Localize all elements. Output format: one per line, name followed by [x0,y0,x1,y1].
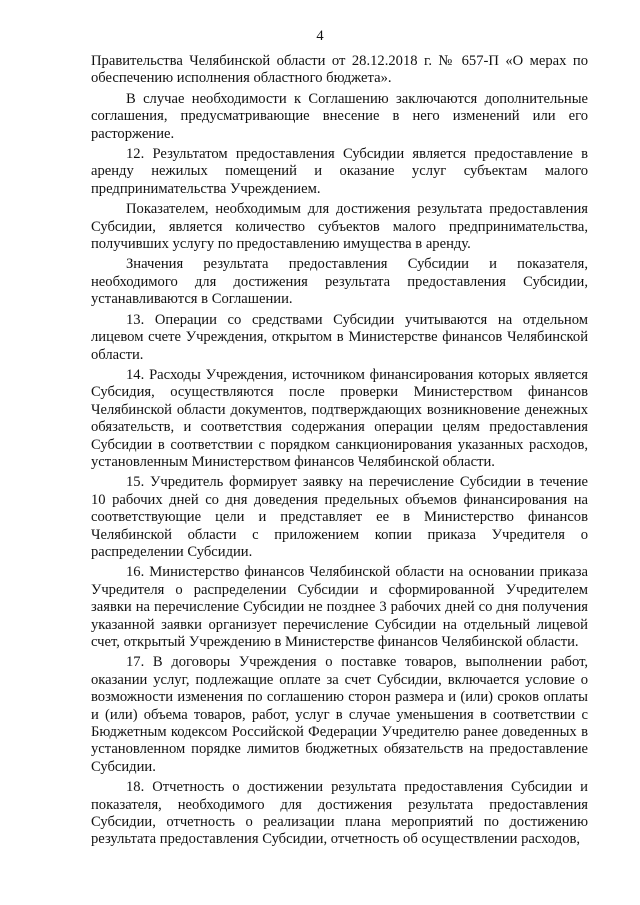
paragraph-17-contracts: 17. В договоры Учреждения о поставке товаров, выполнении работ, оказании услуг, подлежащие оплате за счет Субсидии, включается условие о возможности изменения по соглашению сторон размера и (или) сроков оплаты и (или) объема товаров, работ, услуг в случае уменьшения в соответствии с Бюджетным кодексом Российской Федерации Учредителю ранее доведенных в установленном порядке лимитов бюджетных обязательств на предоставление Субсидии. [91,654,588,775]
paragraph-18-reporting: 18. Отчетность о достижении результата предоставления Субсидии и показателя, необходимого для достижения результата предоставления Субсидии, отчетность о реализации плана мероприятий по достижению результата предоставления Субсидии, отчетность об осуществлении расходов, [91,779,588,848]
paragraph-13-operations: 13. Операции со средствами Субсидии учитываются на отдельном лицевом счете Учреждения, открытом в Министерстве финансов Челябинской области. [91,311,588,363]
paragraph-indicator: Показателем, необходимым для достижения результата предоставления Субсидии, является количество субъектов малого предпринимательства, получивших услугу по предоставлению имущества в аренду. [91,201,588,253]
document-body [91,53,588,852]
paragraph-values-in-agreement: Значения результата предоставления Субсидии и показателя, необходимого для достижения результата предоставления Субсидии, устанавливаются в Соглашении. [91,256,588,308]
paragraph-16-ministry: 16. Министерство финансов Челябинской области на основании приказа Учредителя о распределении Субсидии и сформированной Учредителем заявки на перечисление Субсидии не позднее 3 рабочих дней со дня получения указанной заявки организует перечисление Субсидии на отдельный лицевой счет, открытый Учреждению в Министерстве финансов Челябинской области. [91,564,588,650]
page-number: 4 [316,28,324,44]
paragraph-additional-agreements: В случае необходимости к Соглашению заключаются дополнительные соглашения, предусматривающие внесение в него изменений или его расторжение. [91,90,588,142]
paragraph-12-result: 12. Результатом предоставления Субсидии является предоставление в аренду нежилых помещений и оказание услуг субъектам малого предпринимательства Учреждением. [91,146,588,197]
paragraph-14-expenses: 14. Расходы Учреждения, источником финансирования которых является Субсидия, осуществляются после проверки Министерством финансов Челябинской области документов, подтверждающих возникновение денежных обязательств, и соответствия содержания операции целям предоставления Субсидии в соответствии с порядком санкционирования указанных расходов, установленным Министерством финансов Челябинской области. [91,366,588,470]
paragraph-continuation-decree: Правительства Челябинской области от 28.12.2018 г. № 657-П «О мерах по обеспечению исполнения областного бюджета». [91,53,588,87]
paragraph-15-request: 15. Учредитель формирует заявку на перечисление Субсидии в течение 10 рабочих дней со дня доведения предельных объемов финансирования на соответствующие цели и представляет ее в Министерство финансов Челябинской области с приложением копии приказа Учредителя о распределении Субсидии. [91,474,588,560]
